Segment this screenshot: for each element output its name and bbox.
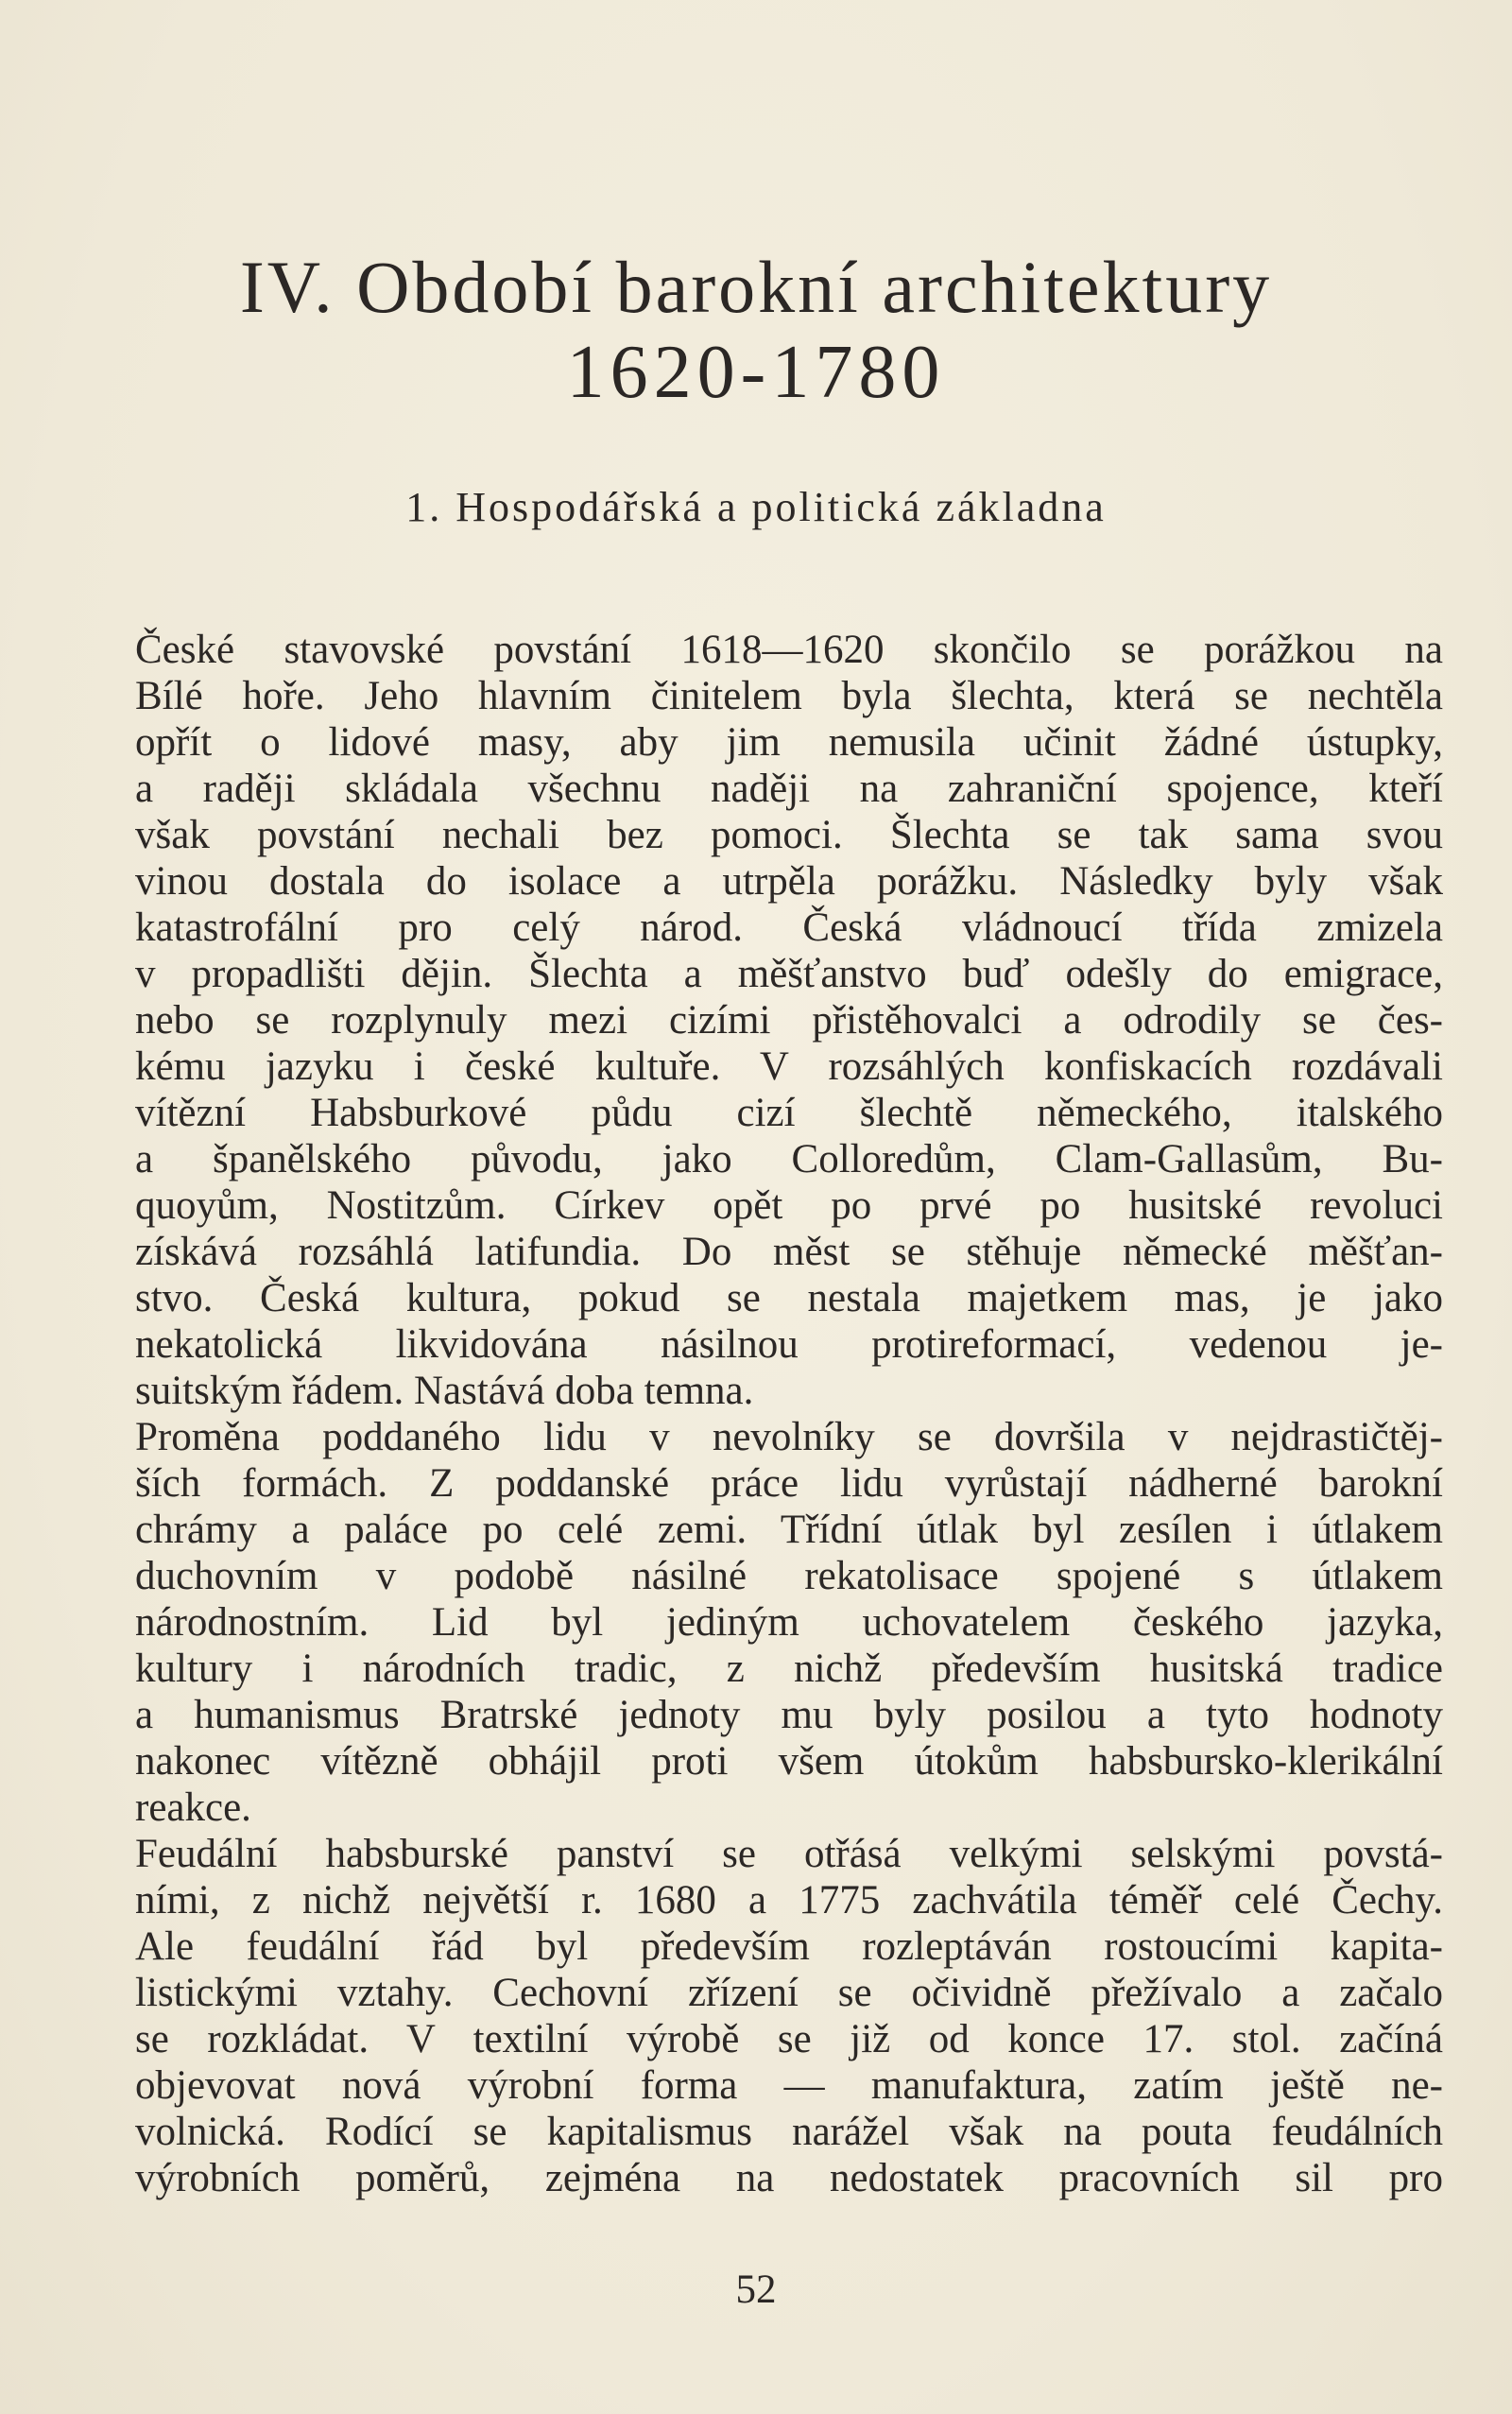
text-line: získává rozsáhlá latifundia. Do měst se stěhuje německé měšťan- <box>135 1230 1443 1274</box>
text-line: vinou dostala do isolace a utrpěla porážku. Následky byly však <box>135 859 1443 904</box>
text-line: a humanismus Bratrské jednoty mu byly posilou a tyto hodnoty <box>135 1693 1443 1737</box>
page-number: 52 <box>735 2267 777 2312</box>
text-line: duchovním v podobě násilné rekatolisace spojené s útlakem <box>135 1554 1443 1598</box>
text-line: Feudální habsburské panství se otřásá velkými selskými povstá- <box>135 1832 1443 1876</box>
text-line: ními, z nichž největší r. 1680 a 1775 zachvátila téměř celé Čechy. <box>135 1878 1443 1923</box>
text-line: výrobních poměrů, zejména na nedostatek pracovních sil pro <box>135 2156 1443 2200</box>
text-line: reakce. <box>135 1785 251 1830</box>
paragraph <box>135 1831 1443 2201</box>
text-line: Proměna poddaného lidu v nevolníky se dovršila v nejdrastičtěj- <box>135 1415 1443 1459</box>
text-line: volnická. Rodící se kapitalismus narážel však na pouta feudálních <box>135 2110 1443 2154</box>
text-line: chrámy a paláce po celé zemi. Třídní útlak byl zesílen i útlakem <box>135 1508 1443 1552</box>
text-line: národnostním. Lid byl jediným uchovatelem českého jazyka, <box>135 1600 1443 1645</box>
text-line: objevovat nová výrobní forma — manufaktura, zatím ještě ne- <box>135 2063 1443 2108</box>
text-line: kému jazyku i české kultuře. V rozsáhlých konfiskacích rozdávali <box>135 1044 1443 1089</box>
text-line: Ale feudální řád byl především rozleptáván rostoucími kapita- <box>135 1924 1443 1969</box>
text-line: listickými vztahy. Cechovní zřízení se očividně přežívalo a začalo <box>135 1971 1443 2015</box>
text-line: a španělského původu, jako Colloredům, Clam-Gallasům, Bu- <box>135 1137 1443 1181</box>
text-line: opřít o lidové masy, aby jim nemusila učinit žádné ústupky, <box>135 720 1443 765</box>
text-line: quoyům, Nostitzům. Církev opět po prvé po husitské revoluci <box>135 1183 1443 1228</box>
chapter-dates: 1620-1780 <box>566 331 946 414</box>
section-title: 1. Hospodářská a politická základna <box>405 484 1107 530</box>
text-line: vítězní Habsburkové půdu cizí šlechtě německého, italského <box>135 1091 1443 1135</box>
text-line: nebo se rozplynuly mezi cizími přistěhovalci a odrodily se čes- <box>135 998 1443 1043</box>
chapter-title: IV. Období barokní architektury <box>239 246 1273 328</box>
text-line: však povstání nechali bez pomoci. Šlechta se tak sama svou <box>135 813 1443 857</box>
body-text <box>135 627 1443 2201</box>
text-line: se rozkládat. V textilní výrobě se již od konce 17. stol. začíná <box>135 2017 1443 2061</box>
text-line: ších formách. Z poddanské práce lidu vyrůstají nádherné barokní <box>135 1461 1443 1506</box>
text-line: nekatolická likvidována násilnou protireformací, vedenou je- <box>135 1322 1443 1367</box>
text-line: České stavovské povstání 1618—1620 skončilo se porážkou na <box>135 628 1443 672</box>
paragraph <box>135 1414 1443 1831</box>
text-line: Bílé hoře. Jeho hlavním činitelem byla šlechta, která se nechtěla <box>135 674 1443 718</box>
text-line: kultury i národních tradic, z nichž především husitská tradice <box>135 1647 1443 1691</box>
text-line: katastrofální pro celý národ. Česká vládnoucí třída zmizela <box>135 905 1443 950</box>
text-line: a raději skládala všechnu naději na zahraniční spojence, kteří <box>135 767 1443 811</box>
text-line: suitským řádem. Nastává doba temna. <box>135 1369 754 1413</box>
text-line: v propadlišti dějin. Šlechta a měšťanstvo buď odešly do emigrace, <box>135 952 1443 996</box>
text-line: stvo. Česká kultura, pokud se nestala majetkem mas, je jako <box>135 1276 1443 1320</box>
paragraph <box>135 627 1443 1414</box>
text-line: nakonec vítězně obhájil proti všem útokům habsbursko-klerikální <box>135 1739 1443 1784</box>
